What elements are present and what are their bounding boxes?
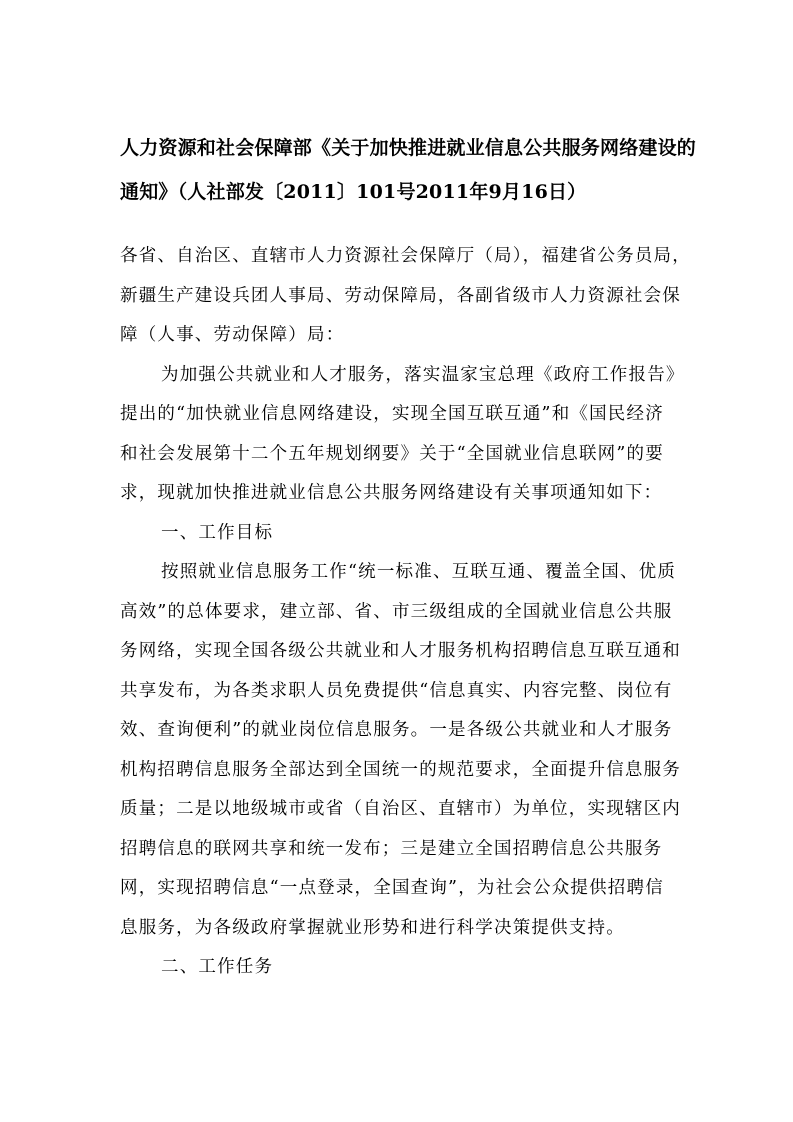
title-line: 通知》（人社部发〔2011〕101号2011年9月16日） bbox=[120, 181, 587, 203]
text-line: 各省、自治区、直辖市人力资源社会保障厅（局），福建省公务员局， bbox=[120, 246, 691, 266]
addressee-paragraph bbox=[120, 237, 690, 356]
text-line: 质量；二是以地级城市或省（自治区、直辖市）为单位，实现辖区内 bbox=[120, 799, 681, 819]
text-line: 网，实现招聘信息“一点登录，全国查询”，为社会公众提供招聘信 bbox=[120, 878, 664, 898]
text-line: 高效”的总体要求，建立部、省、市三级组成的全国就业信息公共服 bbox=[120, 601, 673, 622]
text-line: 效、查询便利”的就业岗位信息服务。一是各级公共就业和人才服务 bbox=[120, 720, 673, 740]
section-heading-goals: 一、工作目标 bbox=[161, 522, 274, 543]
text-line: 为加强公共就业和人才服务，落实温家宝总理《政府工作报告》 bbox=[161, 364, 685, 385]
text-line: 息服务，为各级政府掌握就业形势和进行科学决策提供支持。 bbox=[120, 917, 625, 938]
document-body bbox=[120, 237, 690, 988]
text-line: 障（人事、劳动保障）局： bbox=[120, 325, 345, 345]
text-line: 共享发布，为各类求职人员免费提供“信息真实、内容完整、岗位有 bbox=[120, 680, 673, 701]
goals-paragraph bbox=[120, 553, 690, 948]
document-title bbox=[120, 126, 697, 214]
intro-paragraph bbox=[120, 356, 690, 514]
section-heading-tasks: 二、工作任务 bbox=[161, 957, 274, 977]
text-line: 和社会发展第十二个五年规划纲要》关于“全国就业信息联网”的要 bbox=[120, 443, 664, 464]
title-line: 人力资源和社会保障部《关于加快推进就业信息公共服务网络建设的 bbox=[120, 137, 697, 159]
text-line: 按照就业信息服务工作“统一标准、互联互通、覆盖全国、优质 bbox=[161, 562, 677, 582]
text-line: 务网络，实现全国各级公共就业和人才服务机构招聘信息互联互通和 bbox=[120, 641, 681, 661]
text-line: 招聘信息的联网共享和统一发布；三是建立全国招聘信息公共服务 bbox=[120, 838, 663, 859]
text-line: 机构招聘信息服务全部达到全国统一的规范要求，全面提升信息服务 bbox=[120, 759, 681, 780]
text-line: 新疆生产建设兵团人事局、劳动保障局，各副省级市人力资源社会保 bbox=[120, 285, 681, 306]
text-line: 求，现就加快推进就业信息公共服务网络建设有关事项通知如下： bbox=[120, 483, 663, 503]
text-line: 提出的“加快就业信息网络建设，实现全国互联互通”和《国民经济 bbox=[120, 404, 664, 424]
